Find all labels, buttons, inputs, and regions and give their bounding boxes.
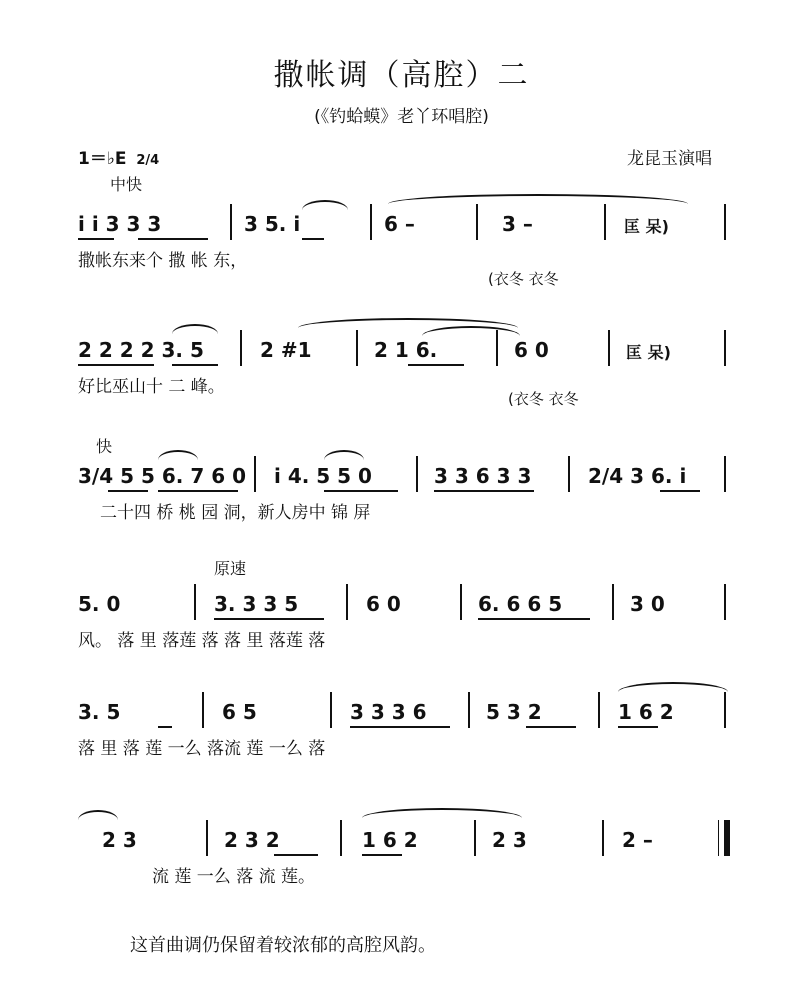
measure: 1 6 2 xyxy=(618,700,674,724)
measure: i i 3 3 3 xyxy=(78,212,162,236)
barline xyxy=(724,692,726,728)
measure: 2 – xyxy=(622,828,653,852)
score-title: 撒帐调（高腔）二 xyxy=(273,58,530,93)
slur xyxy=(158,450,198,460)
barline xyxy=(612,584,614,620)
beam xyxy=(274,854,318,856)
final-barline xyxy=(724,820,730,856)
beam xyxy=(434,490,534,492)
beam xyxy=(78,238,114,240)
barline xyxy=(416,456,418,492)
measure: 3. 5 xyxy=(78,700,121,724)
staff-line xyxy=(78,204,738,244)
beam xyxy=(526,726,576,728)
slur xyxy=(362,808,522,818)
beam xyxy=(324,490,398,492)
final-barline-thin xyxy=(718,820,719,856)
barline xyxy=(206,820,208,856)
measure: 2 #1 xyxy=(260,338,312,362)
barline xyxy=(724,204,726,240)
measure: 3 5. i xyxy=(244,212,301,236)
time-signature: 2/4 xyxy=(136,153,160,168)
measure: 1 6 2 xyxy=(362,828,418,852)
slur xyxy=(302,200,348,210)
barline xyxy=(202,692,204,728)
measure: 2 2 2 2 3. 5 xyxy=(78,338,204,362)
measure: 匡 呆) xyxy=(624,217,669,236)
tempo-marking: 快 xyxy=(96,437,113,456)
slur xyxy=(78,810,118,820)
slur xyxy=(324,450,364,460)
singer-credit: 龙昆玉演唱 xyxy=(627,149,712,169)
measure: i 4. 5 5 0 xyxy=(274,464,372,488)
measure: 2 3 2 xyxy=(224,828,280,852)
footer-note: 这首曲调仍保留着较浓郁的高腔风韵。 xyxy=(130,935,436,956)
percussion-line: (衣冬 衣冬 xyxy=(488,270,559,288)
barline xyxy=(346,584,348,620)
barline xyxy=(474,820,476,856)
beam xyxy=(214,618,324,620)
slur xyxy=(618,682,728,692)
measure: 6 0 xyxy=(514,338,549,362)
beam xyxy=(350,726,450,728)
lyrics-line: 好比巫山十 二 峰。 xyxy=(78,377,225,397)
barline xyxy=(602,820,604,856)
staff-line xyxy=(78,584,738,624)
measure: 3/4 5 5 6. 7 6 0 xyxy=(78,464,247,488)
lyrics-line: 落 里 落 莲 一么 落流 莲 一么 落 xyxy=(78,739,326,759)
barline xyxy=(254,456,256,492)
measure: 3 – xyxy=(502,212,533,236)
measure: 2 3 xyxy=(492,828,527,852)
lyrics-line: 风。 落 里 落莲 落 落 里 落莲 落 xyxy=(78,631,326,651)
measure: 匡 呆) xyxy=(626,343,671,362)
beam xyxy=(478,618,590,620)
measure: 5. 0 xyxy=(78,592,121,616)
barline xyxy=(370,204,372,240)
measure: 2/4 3 6. i xyxy=(588,464,687,488)
barline xyxy=(604,204,606,240)
barline xyxy=(568,456,570,492)
measure: 3 3 3 6 xyxy=(350,700,427,724)
barline xyxy=(340,820,342,856)
tempo-marking: 原速 xyxy=(214,559,247,578)
beam xyxy=(108,490,148,492)
slur xyxy=(172,324,218,334)
measure: 3 3 6 3 3 xyxy=(434,464,532,488)
barline xyxy=(724,584,726,620)
measure: 2 1 6. xyxy=(374,338,438,362)
barline xyxy=(724,330,726,366)
beam xyxy=(172,364,218,366)
measure: 6 – xyxy=(384,212,415,236)
key-signature-text: 1＝♭E xyxy=(78,149,127,169)
beam xyxy=(302,238,324,240)
barline xyxy=(230,204,232,240)
beam xyxy=(362,854,402,856)
measure: 5 3 2 xyxy=(486,700,542,724)
measure: 6. 6 6 5 xyxy=(478,592,563,616)
lyrics-line: 撒帐东来个 撒 帐 东， xyxy=(78,251,248,271)
barline xyxy=(724,456,726,492)
barline xyxy=(598,692,600,728)
barline xyxy=(356,330,358,366)
beam xyxy=(660,490,700,492)
beam xyxy=(78,364,154,366)
staff-line xyxy=(78,820,738,860)
percussion-line: (衣冬 衣冬 xyxy=(508,390,579,408)
lyrics-line: 二十四 桥 桃 园 洞，新人房中 锦 屏 xyxy=(100,503,371,523)
barline xyxy=(608,330,610,366)
measure: 6 0 xyxy=(366,592,401,616)
barline xyxy=(476,204,478,240)
barline xyxy=(330,692,332,728)
beam xyxy=(158,490,238,492)
barline xyxy=(460,584,462,620)
staff-line xyxy=(78,456,738,496)
beam xyxy=(408,364,464,366)
beam xyxy=(138,238,208,240)
measure: 6 5 xyxy=(222,700,257,724)
measure: 3 0 xyxy=(630,592,665,616)
key-signature xyxy=(78,144,159,169)
slur xyxy=(388,194,688,204)
barline xyxy=(468,692,470,728)
score-subtitle: (《钓蛤蟆》老丫环唱腔) xyxy=(314,107,489,127)
staff-line xyxy=(78,692,738,732)
staff-line xyxy=(78,330,738,370)
tempo-marking: 中快 xyxy=(110,175,143,194)
lyrics-line: 流 莲 一么 落 流 莲。 xyxy=(152,867,316,887)
measure: 3. 3 3 5 xyxy=(214,592,299,616)
beam xyxy=(158,726,172,728)
barline xyxy=(240,330,242,366)
beam xyxy=(618,726,658,728)
measure: 2 3 xyxy=(102,828,137,852)
barline xyxy=(194,584,196,620)
